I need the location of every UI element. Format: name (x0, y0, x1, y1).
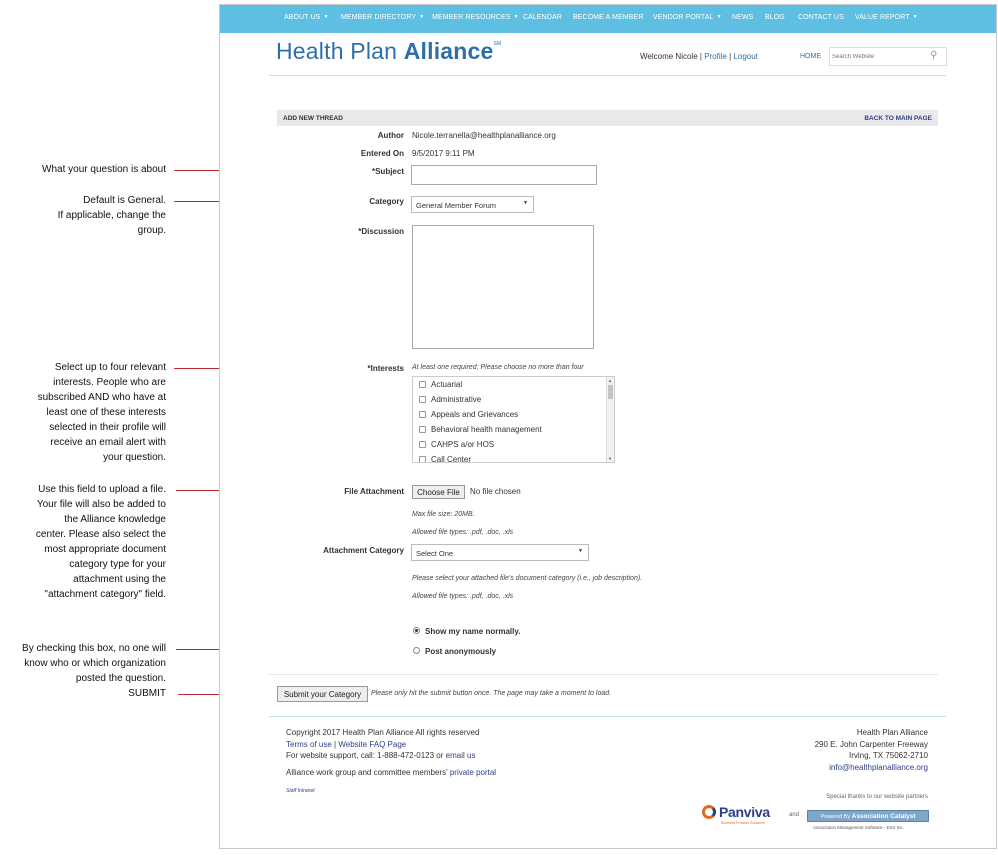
nav-become-a-member[interactable]: BECOME A MEMBER (573, 14, 644, 21)
terms-link[interactable]: Terms of use (286, 739, 332, 749)
radio-show-name[interactable] (413, 627, 420, 634)
panviva-mark-icon (702, 805, 716, 819)
attachment-category-label: Attachment Category (323, 546, 404, 555)
checkbox[interactable] (419, 396, 426, 403)
attachment-category-select[interactable]: Select One ▼ (411, 544, 589, 561)
copyright: Copyright 2017 Health Plan Alliance All rights reserved (286, 728, 480, 737)
nav-vendor-portal[interactable]: VENDOR PORTAL ▼ (653, 14, 722, 21)
scrollbar-thumb[interactable] (608, 385, 613, 399)
nav-contact-us[interactable]: CONTACT US (798, 14, 844, 21)
entered-on-value: 9/5/2017 9:11 PM (412, 149, 475, 158)
association-catalyst-badge[interactable]: Powered By Association Catalyst (807, 810, 929, 822)
user-welcome: Welcome Nicole | Profile | Logout (640, 52, 758, 61)
footer-left: Copyright 2017 Health Plan Alliance All rights reserved Terms of use | Website FAQ Page For website support, call: 1-888-472-0123 or email us Alliance work group and committee members' private portal (286, 728, 497, 777)
checkbox[interactable] (419, 381, 426, 388)
submit-button[interactable]: Submit your Category (277, 686, 368, 702)
checkbox[interactable] (419, 426, 426, 433)
nav-value-report[interactable]: VALUE REPORT ▼ (855, 14, 918, 21)
chevron-down-icon: ▼ (323, 14, 329, 20)
discussion-textarea[interactable] (412, 225, 594, 349)
form-title: ADD NEW THREAD (283, 115, 343, 122)
email-us-link[interactable]: email us (445, 751, 476, 760)
file-attachment-label: File Attachment (344, 487, 404, 496)
form-divider (269, 674, 938, 675)
subject-input[interactable] (411, 165, 597, 185)
nav-member-directory[interactable]: MEMBER DIRECTORY ▼ (341, 14, 425, 21)
checkbox[interactable] (419, 456, 426, 463)
annotation-text: Select up to four relevant interests. People who are subscribed AND who have at least one of these interests selected in their profile will receive an email alert with your question. (37, 362, 166, 463)
nav-news[interactable]: NEWS (732, 14, 754, 21)
entered-on-label: Entered On (360, 149, 404, 158)
subject-label: *Subject (371, 167, 404, 176)
search-icon[interactable]: ⚲ (930, 50, 938, 61)
radio-anonymous[interactable] (413, 647, 420, 654)
radio-show-name-label[interactable]: Show my name normally. (425, 627, 521, 636)
chevron-down-icon: ▼ (578, 548, 583, 554)
interests-list[interactable] (412, 376, 615, 463)
search-input[interactable] (832, 50, 926, 64)
profile-link[interactable]: Profile (704, 52, 727, 61)
interest-option[interactable]: Administrative (413, 392, 614, 407)
interest-option[interactable]: Actuarial (413, 377, 614, 392)
file-max-size: Max file size: 20MB. (412, 511, 475, 518)
interests-scrollbar[interactable] (606, 377, 614, 462)
file-allowed-types: Allowed file types: .pdf, .doc, .xls (412, 529, 514, 536)
attachment-allowed-types: Allowed file types: .pdf, .doc, .xls (412, 593, 514, 600)
author-label: Author (377, 131, 404, 140)
interest-option[interactable]: CAHPS a/or HOS (413, 437, 614, 452)
staff-intranet-link[interactable]: Staff Intranet (286, 788, 315, 794)
website-screenshot: ABOUT US ▼ MEMBER DIRECTORY ▼ MEMBER RESOURCES ▼ CALENDAR BECOME A MEMBER VENDOR PORTAL ▼ NEWS BLOG CONTACT US VALUE REPORT ▼ Health Plan Alliance℠ Welcome Nicole | Profile | Logout HOME Search Website ⚲ ADD NEW THREAD BACK TO MAIN PAGE Author Nicole.terranella@healthplanalliance.org Entered On 9/5/2017 9:11 PM *Subject Category General Member Forum ▼ *Discussion *Interests At least one required; Please choose no more than four Actuarial Administrative Appeals and Grievances Behavioral health management CAHPS a/or HOS Call Center ▲ ▼ File Attachment Choose File No file chosen Max file size: 20MB. Allowed file types: .pdf, .doc, .xls Attachment Category Select One ▼ Please select your attached file's document category (i.e., job description). Allowed file types: .pdf, .doc, .xls Show my name normally. Post anonymously Submit your Category Please only hit the submit button once. The page may take a moment to load. Copyright 2017 Health Plan Alliance All rights reserved Terms of use | Website FAQ Page For website support, call: 1-888-472-0123 or email us Alliance work group and committee members' private portal Staff Intranet Health Plan Alliance 290 E. John Carpenter Freeway Irving, TX 75062-2710 info@healthplanalliance.org Special thanks to our website partners Panviva Business Process Guidance and Powered By Association Catalyst Association Management Software - ESX Inc. (219, 4, 997, 849)
submit-note: Please only hit the submit button once. The page may take a moment to load. (371, 690, 612, 697)
annotation-text: Use this field to upload a file. Your file will also be added to the Alliance knowledge center. Please also select the most appropriate document category type for your attachment using the "attachment category" field. (35, 484, 166, 600)
partners-thanks: Special thanks to our website partners (826, 794, 928, 800)
chevron-down-icon: ▼ (523, 200, 528, 206)
category-label: Category (369, 197, 404, 206)
private-portal-link[interactable]: private portal (449, 767, 497, 777)
nav-about-us[interactable]: ABOUT US ▼ (284, 14, 329, 21)
author-value: Nicole.terranella@healthplanalliance.org (412, 131, 556, 140)
home-link[interactable]: HOME (800, 53, 821, 60)
logout-link[interactable]: Logout (733, 52, 758, 61)
search-box (829, 47, 947, 66)
nav-blog[interactable]: BLOG (765, 14, 785, 21)
nav-member-resources[interactable]: MEMBER RESOURCES ▼ (432, 14, 519, 21)
discussion-label: *Discussion (358, 227, 404, 236)
attachment-note: Please select your attached file's document category (i.e., job description). (412, 575, 643, 582)
form-title-bar (277, 110, 938, 126)
chevron-down-icon: ▼ (716, 14, 722, 20)
nav-calendar[interactable]: CALENDAR (523, 14, 562, 21)
interests-label: *Interests (367, 364, 404, 373)
file-status: No file chosen (470, 487, 521, 496)
header-divider (269, 75, 946, 76)
annotation-text: By checking this box, no one will know who or which organization posted the question. (22, 643, 166, 684)
footer-address: Health Plan Alliance 290 E. John Carpenter Freeway Irving, TX 75062-2710 info@healthplanalliance.org (814, 728, 928, 772)
interest-option[interactable]: Call Center (413, 452, 614, 463)
panviva-logo[interactable]: Panviva Business Process Guidance (702, 804, 784, 828)
faq-link[interactable]: Website FAQ Page (338, 739, 407, 749)
chevron-down-icon: ▼ (912, 14, 918, 20)
checkbox[interactable] (419, 441, 426, 448)
interest-option[interactable]: Appeals and Grievances (413, 407, 614, 422)
chevron-down-icon: ▼ (513, 14, 519, 20)
footer-divider (269, 716, 946, 717)
annotation-text: SUBMIT (128, 688, 166, 699)
annotation-text: Default is General. If applicable, change the group. (57, 195, 166, 236)
chevron-down-icon: ▼ (419, 14, 425, 20)
info-email-link[interactable]: info@healthplanalliance.org (829, 762, 928, 772)
site-logo[interactable]: Health Plan Alliance℠ (276, 38, 502, 64)
category-select[interactable]: General Member Forum ▼ (411, 196, 534, 213)
scroll-up-icon[interactable]: ▲ (608, 378, 612, 383)
back-to-main-link[interactable]: BACK TO MAIN PAGE (864, 115, 932, 122)
choose-file-button[interactable]: Choose File (412, 485, 465, 499)
top-navigation (220, 5, 996, 33)
association-catalyst-tagline: Association Management Software - ESX Inc. (813, 825, 905, 830)
interest-option[interactable]: Behavioral health management (413, 422, 614, 437)
checkbox[interactable] (419, 411, 426, 418)
annotation-text: What your question is about (42, 164, 166, 175)
interests-note: At least one required; Please choose no more than four (412, 364, 584, 371)
radio-anonymous-label[interactable]: Post anonymously (425, 647, 497, 656)
scroll-down-icon[interactable]: ▼ (608, 456, 612, 461)
